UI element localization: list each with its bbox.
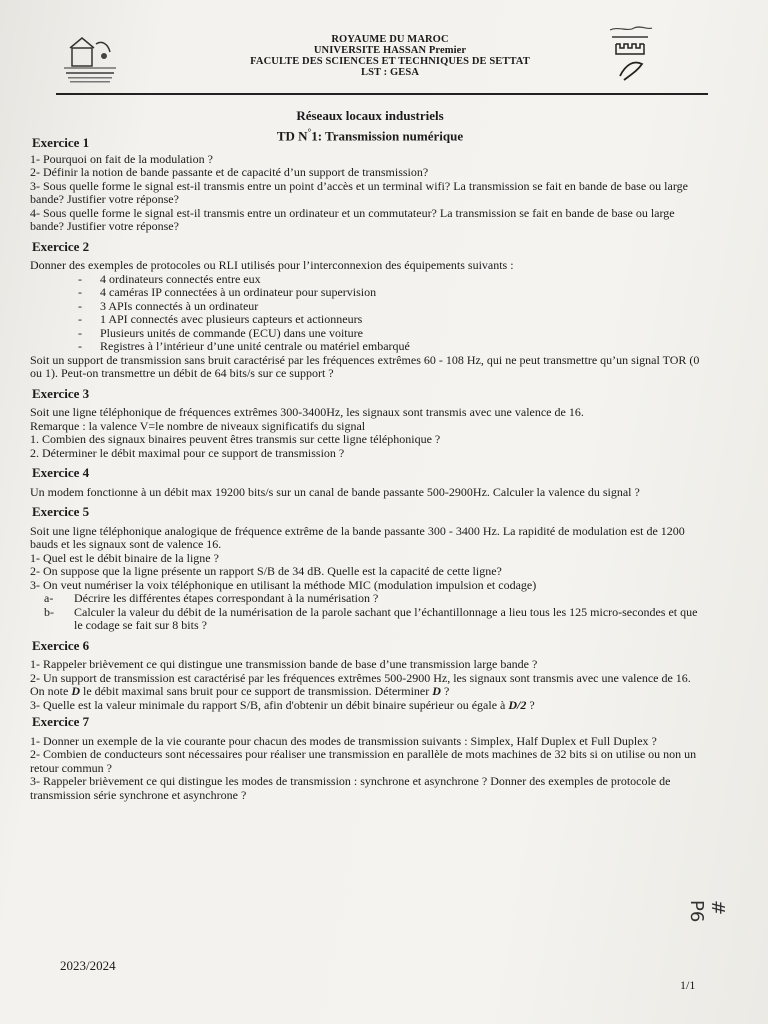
list-item: - 3 APIs connectés à un ordinateur [30, 300, 705, 314]
exercise-5-heading: Exercice 5 [32, 504, 90, 519]
page-number: 1/1 [680, 978, 696, 992]
institution-line: ROYAUME DU MAROC [331, 34, 449, 45]
list-item: - Registres à l’intérieur d’une unité centrale ou matériel embarqué [30, 340, 705, 354]
list-item: - Plusieurs unités de commande (ECU) dans une voiture [30, 327, 705, 341]
exercise-1-question-1: 1- Pourquoi on fait de la modulation ? [30, 151, 213, 166]
list-item: - 4 caméras IP connectées à un ordinateur pour supervision [30, 286, 705, 300]
list-item: - 1 API connectés avec plusieurs capteurs et actionneurs [30, 313, 705, 327]
header-divider [56, 93, 708, 95]
academic-year: 2023/2024 [60, 958, 116, 973]
exercise-2-list [30, 273, 705, 354]
exercise-7-question-1: 1- Donner un exemple de la vie courante pour chacun des modes de transmission suivants : Simplex, Half Duplex et Full Duplex ? [30, 733, 657, 748]
exercise-5-intro: Soit une ligne téléphonique analogique de fréquence extrême de la bande passante 300 - 3400 Hz. La rapidité de modulation est de 1200 bauds et les signaux sont de valence 16. [30, 523, 685, 551]
exercise-5-question-3a: a- Décrire les différentes étapes correspondant à la numérisation ? [44, 591, 379, 605]
exercise-2-extra: Soit un support de transmission sans bruit caractérisé par les fréquences extrêmes 60 - 108 Hz, qui ne peut transmettre qu’un signal TOR (0 ou 1). Peut-on transmettre un débit de 64 bits/s sur ce support ? [30, 352, 700, 380]
page-header [0, 20, 768, 98]
course-title: Réseaux locaux industriels [296, 108, 444, 123]
exercise-3-remark: Remarque : la valence V=le nombre de niveaux significatifs du signal [30, 418, 366, 433]
exercise-5-question-3: 3- On veut numériser la voix téléphonique en utilisant la méthode MIC (modulation impulsion et codage) [30, 577, 537, 592]
exercise-6-question-3: 3- Quelle est la valeur minimale du rapport S/B, afin d'obtenir un débit binaire supérieur ou égale à D/2 ? [30, 697, 535, 712]
institution-line: FACULTE DES SCIENCES ET TECHNIQUES DE SETTAT [250, 56, 530, 67]
exercise-6-question-2: 2- Un support de transmission est caractérisé par les fréquences extrêmes 500-2900 Hz, les signaux sont transmis avec une valence de 16. On note D le débit maximal sans bruit pour ce support de transmission. Déterminer D ? [30, 670, 691, 698]
exercise-7-heading: Exercice 7 [32, 714, 90, 729]
exercise-2-heading: Exercice 2 [32, 238, 90, 254]
exercise-4-heading: Exercice 4 [32, 465, 90, 480]
exercise-1-heading: Exercice 1 [32, 135, 90, 150]
exercise-2-intro: Donner des exemples de protocoles ou RLI utilisés pour l’interconnexion des équipements suivants : [30, 258, 514, 272]
institution-line: LST : GESA [361, 67, 419, 78]
exercise-7-question-3: 3- Rappeler brièvement ce qui distingue les modes de transmission : synchrone et asynchrone ? Donner des exemples de protocole de transmission série synchrone et asynchrone ? [30, 774, 671, 802]
exercise-7-question-2: 2- Combien de conducteurs sont nécessaires pour réaliser une transmission en parallèle de mots machines de 32 bits si on utilise ou non un retour commun ? [30, 747, 697, 775]
exercise-5-question-3b: b- Calculer la valeur du débit de la numérisation de la parole sachant que l’échantillonnage a lieu tous les 125 micro-secondes et que le codage se fait sur 8 bits ? [44, 604, 698, 632]
exercise-content [30, 136, 705, 802]
td-title: TD N°1: Transmission numérique [276, 127, 464, 144]
exercise-1-question-4: 4- Sous quelle forme le signal est-il transmis entre un ordinateur et un commutateur? La transmission se fait en bande de base ou large bande? Justifier votre réponse? [30, 205, 675, 233]
fst-settat-logo [58, 30, 122, 88]
exercise-1-question-3: 3- Sous quelle forme le signal est-il transmis entre un point d’accès et un terminal wifi? La transmission se fait en bande de base ou large bande? Justifier votre réponse? [30, 178, 688, 206]
exercise-4-text: Un modem fonctionne à un débit max 19200 bits/s sur un canal de bande passante 500-2900Hz. Calculer la valence du signal ? [30, 484, 640, 499]
exercise-3-question-1: 1. Combien des signaux binaires peuvent êtres transmis sur cette ligne téléphonique ? [30, 432, 441, 446]
exercise-1-question-2: 2- Définir la notion de bande passante et de capacité d’un support de transmission? [30, 165, 429, 179]
exercise-6-heading: Exercice 6 [32, 637, 90, 653]
institution-line: UNIVERSITE HASSAN Premier [313, 45, 467, 56]
exercise-3-intro: Soit une ligne téléphonique de fréquences extrêmes 300-3400Hz, les signaux sont transmis avec une valence de 16. [30, 405, 584, 419]
institution-block [180, 34, 600, 78]
list-item: - 4 ordinateurs connectés entre eux [30, 273, 705, 287]
exercise-6-question-1: 1- Rappeler brièvement ce qui distingue une transmission bande de base d’une transmission large bande ? [30, 657, 538, 671]
exercise-5-question-2: 2- On suppose que la ligne présente un rapport S/B de 34 dB. Quelle est la capacité de cette ligne? [30, 564, 502, 578]
exercise-3-question-2: 2. Déterminer le débit maximal pour ce support de transmission ? [30, 445, 345, 460]
university-hassan-logo [604, 24, 656, 86]
exercise-5-question-1: 1- Quel est le débit binaire de la ligne ? [30, 550, 219, 565]
exercise-3-heading: Exercice 3 [32, 385, 90, 401]
handwritten-note: # P6 [686, 900, 728, 923]
